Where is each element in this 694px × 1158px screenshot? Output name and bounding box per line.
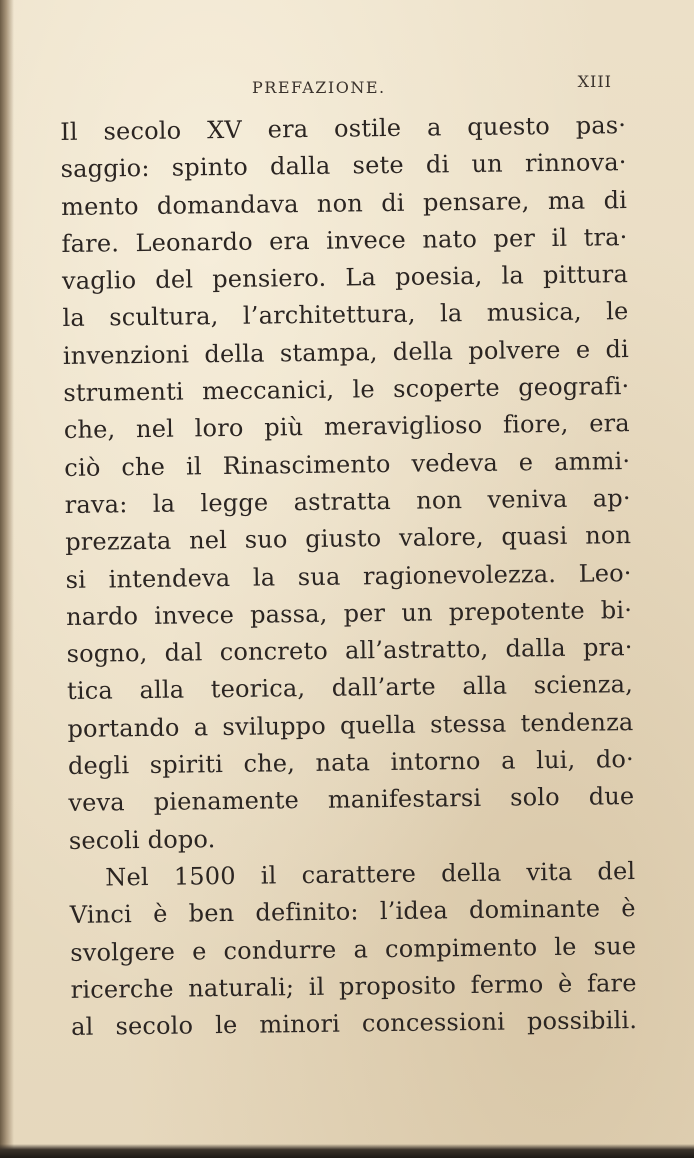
text-line: prezzata nel suo giusto valore, quasi non (65, 521, 632, 557)
page-spine-shadow (0, 0, 14, 1158)
text-line: svolgere e condurre a compimento le sue (70, 931, 637, 967)
text-line: Vinci è ben definito: l’idea dominante è (69, 894, 636, 930)
text-line: saggio: spinto dalla sete di un rinnova· (60, 148, 627, 184)
text-line: secoli dopo. (68, 824, 216, 855)
text-line: ricerche naturali; il proposito fermo è fare (70, 968, 637, 1004)
text-line: ciò che il Rinascimento vedeva e ammi· (64, 446, 631, 482)
page-header (60, 72, 620, 102)
text-line: Nel 1500 il carattere della vita del (105, 856, 636, 892)
text-line: si intendeva la sua ragionevolezza. Leo· (65, 558, 632, 594)
text-line: invenzioni della stampa, della polvere e di (62, 334, 630, 370)
page-bottom-edge (0, 1144, 694, 1158)
page-number: XIII (577, 72, 612, 91)
text-line: al secolo le minori concessioni possibili. (70, 1006, 638, 1042)
text-line: mento domandava non di pensare, ma di (60, 185, 628, 221)
text-line: degli spiriti che, nata intorno a lui, do· (67, 745, 635, 780)
text-line: sogno, dal concreto all’astratto, dalla pra· (66, 633, 633, 669)
text-line: Il secolo XV era ostile a questo pas· (60, 111, 627, 146)
running-title: PREFAZIONE. (252, 78, 386, 97)
text-line: la scultura, l’architettura, la musica, le (62, 297, 629, 333)
text-line: vaglio del pensiero. La poesia, la pittura (61, 260, 629, 296)
text-line: tica alla teorica, dall’arte alla scienza, (66, 670, 634, 706)
text-line: strumenti meccanici, le scoperte geografi· (63, 372, 630, 408)
text-line: nardo invece passa, per un prepotente bi· (65, 595, 633, 631)
text-line: rava: la legge astratta non veniva ap· (64, 484, 631, 519)
body-text (60, 107, 637, 1046)
text-line: veva pienamente manifestarsi solo due (68, 782, 635, 818)
text-line: che, nel loro più meraviglioso fiore, era (63, 409, 630, 445)
text-line: fare. Leonardo era invece nato per il tra· (61, 222, 628, 258)
text-line: portando a sviluppo quella stessa tendenza (67, 707, 634, 743)
